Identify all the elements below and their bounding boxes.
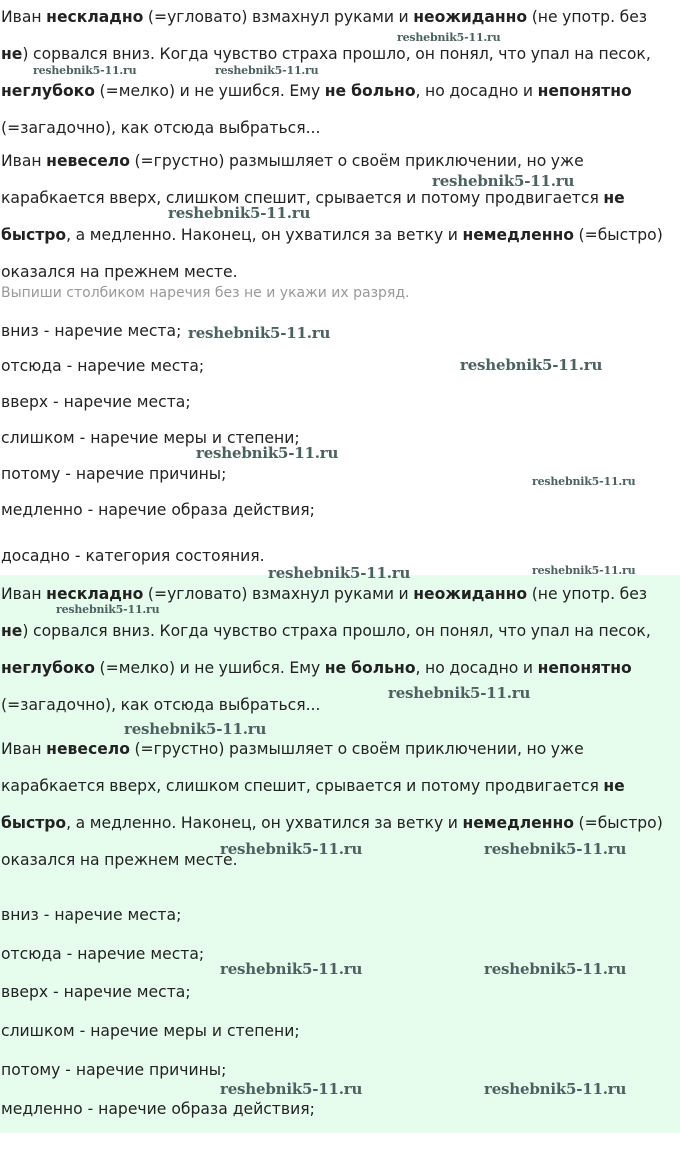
text-run: , а медленно. Наконец, он ухватился за ветку и xyxy=(66,226,463,244)
bold-adverb: не быстро xyxy=(1,777,625,832)
watermark: reshebnik5-11.ru xyxy=(484,1080,627,1098)
answer-line: медленно - наречие образа действия; xyxy=(1,1100,315,1118)
text-run: Иван xyxy=(1,8,47,26)
bold-adverb: не быстро xyxy=(1,189,625,244)
text-run: ) сорвался вниз. Когда чувство страха прошло, он понял, что упал на песок, xyxy=(22,45,651,63)
bold-adverb: неглубоко xyxy=(1,659,95,677)
text-run: ) сорвался вниз. Когда чувство страха прошло, он понял, что упал на песок, xyxy=(22,622,651,640)
watermark: reshebnik5-11.ru xyxy=(484,840,627,858)
watermark: reshebnik5-11.ru xyxy=(460,356,603,374)
watermark: reshebnik5-11.ru xyxy=(432,172,575,190)
watermark: reshebnik5-11.ru xyxy=(388,684,531,702)
text-run: (=грустно) размышляет о своём приключении, но уже карабкается вверх, слишком спешит, срывается и потому продвигается xyxy=(1,740,604,795)
text-run: (=угловато) взмахнул руками и xyxy=(143,8,414,26)
watermark: reshebnik5-11.ru xyxy=(484,960,627,978)
answer-line: слишком - наречие меры и степени; xyxy=(1,1022,300,1040)
answer-section-1 xyxy=(0,0,680,575)
answer-line: медленно - наречие образа действия; xyxy=(1,501,315,519)
watermark: reshebnik5-11.ru xyxy=(124,720,267,738)
watermark: reshebnik5-11.ru xyxy=(56,603,160,616)
watermark: reshebnik5-11.ru xyxy=(532,564,636,577)
text-paragraph-2 xyxy=(1,143,669,291)
text-run: Иван xyxy=(1,152,47,170)
text-paragraph-1 xyxy=(1,576,669,724)
watermark: reshebnik5-11.ru xyxy=(220,840,363,858)
text-run: (=мелко) и не ушибся. Ему xyxy=(94,82,325,100)
answer-line: потому - наречие причины; xyxy=(1,1061,227,1079)
answer-line: вверх - наречие места; xyxy=(1,393,191,411)
text-run: , но досадно и xyxy=(415,82,538,100)
text-run: , а медленно. Наконец, он ухватился за ветку и xyxy=(66,814,463,832)
watermark: reshebnik5-11.ru xyxy=(397,31,501,44)
answer-line: вверх - наречие места; xyxy=(1,983,191,1001)
bold-adverb: неожиданно xyxy=(413,585,528,603)
bold-adverb: не больно xyxy=(324,659,416,677)
watermark: reshebnik5-11.ru xyxy=(532,475,636,488)
answer-line: отсюда - наречие места; xyxy=(1,945,205,963)
bold-adverb: непонятно xyxy=(537,659,632,677)
bold-adverb: нескладно xyxy=(46,8,144,26)
watermark: reshebnik5-11.ru xyxy=(220,960,363,978)
watermark: reshebnik5-11.ru xyxy=(168,204,311,222)
answer-line: вниз - наречие места; xyxy=(1,322,182,340)
watermark: reshebnik5-11.ru xyxy=(33,64,137,77)
bold-adverb: не больно xyxy=(324,82,416,100)
bold-adverb: нескладно xyxy=(46,585,144,603)
watermark: reshebnik5-11.ru xyxy=(215,64,319,77)
text-run: (=быстро) оказался на прежнем месте. xyxy=(1,226,663,281)
bold-adverb: не xyxy=(1,622,23,640)
answer-line: досадно - категория состояния. xyxy=(1,547,265,565)
watermark: reshebnik5-11.ru xyxy=(188,324,331,342)
text-run: (не употр. без xyxy=(527,8,648,26)
watermark: reshebnik5-11.ru xyxy=(268,564,411,582)
bold-adverb: невесело xyxy=(46,152,130,170)
answer-line: вниз - наречие места; xyxy=(1,906,182,924)
text-run: (=загадочно), как отсюда выбраться... xyxy=(1,119,321,137)
bold-adverb: не xyxy=(1,45,23,63)
text-run: (=загадочно), как отсюда выбраться... xyxy=(1,696,321,714)
text-run: , но досадно и xyxy=(415,659,538,677)
bold-adverb: неожиданно xyxy=(413,8,528,26)
answer-line: слишком - наречие меры и степени; xyxy=(1,429,300,447)
watermark: reshebnik5-11.ru xyxy=(220,1080,363,1098)
text-run: (=угловато) взмахнул руками и xyxy=(143,585,414,603)
text-run: (=грустно) размышляет о своём приключении, но уже карабкается вверх, слишком спешит, срывается и потому продвигается xyxy=(1,152,604,207)
text-run: (не употр. без xyxy=(527,585,648,603)
text-run: Иван xyxy=(1,740,47,758)
watermark: reshebnik5-11.ru xyxy=(196,444,339,462)
answer-line: потому - наречие причины; xyxy=(1,465,227,483)
bold-adverb: неглубоко xyxy=(1,82,95,100)
bold-adverb: невесело xyxy=(46,740,130,758)
bold-adverb: немедленно xyxy=(462,226,574,244)
text-run: Иван xyxy=(1,585,47,603)
text-run: (=мелко) и не ушибся. Ему xyxy=(94,659,325,677)
answer-line: отсюда - наречие места; xyxy=(1,357,205,375)
bold-adverb: непонятно xyxy=(537,82,632,100)
task-instruction: Выпиши столбиком наречия без не и укажи их разряд. xyxy=(1,285,410,301)
bold-adverb: немедленно xyxy=(462,814,574,832)
text-run: (=быстро) оказался на прежнем месте. xyxy=(1,814,663,869)
